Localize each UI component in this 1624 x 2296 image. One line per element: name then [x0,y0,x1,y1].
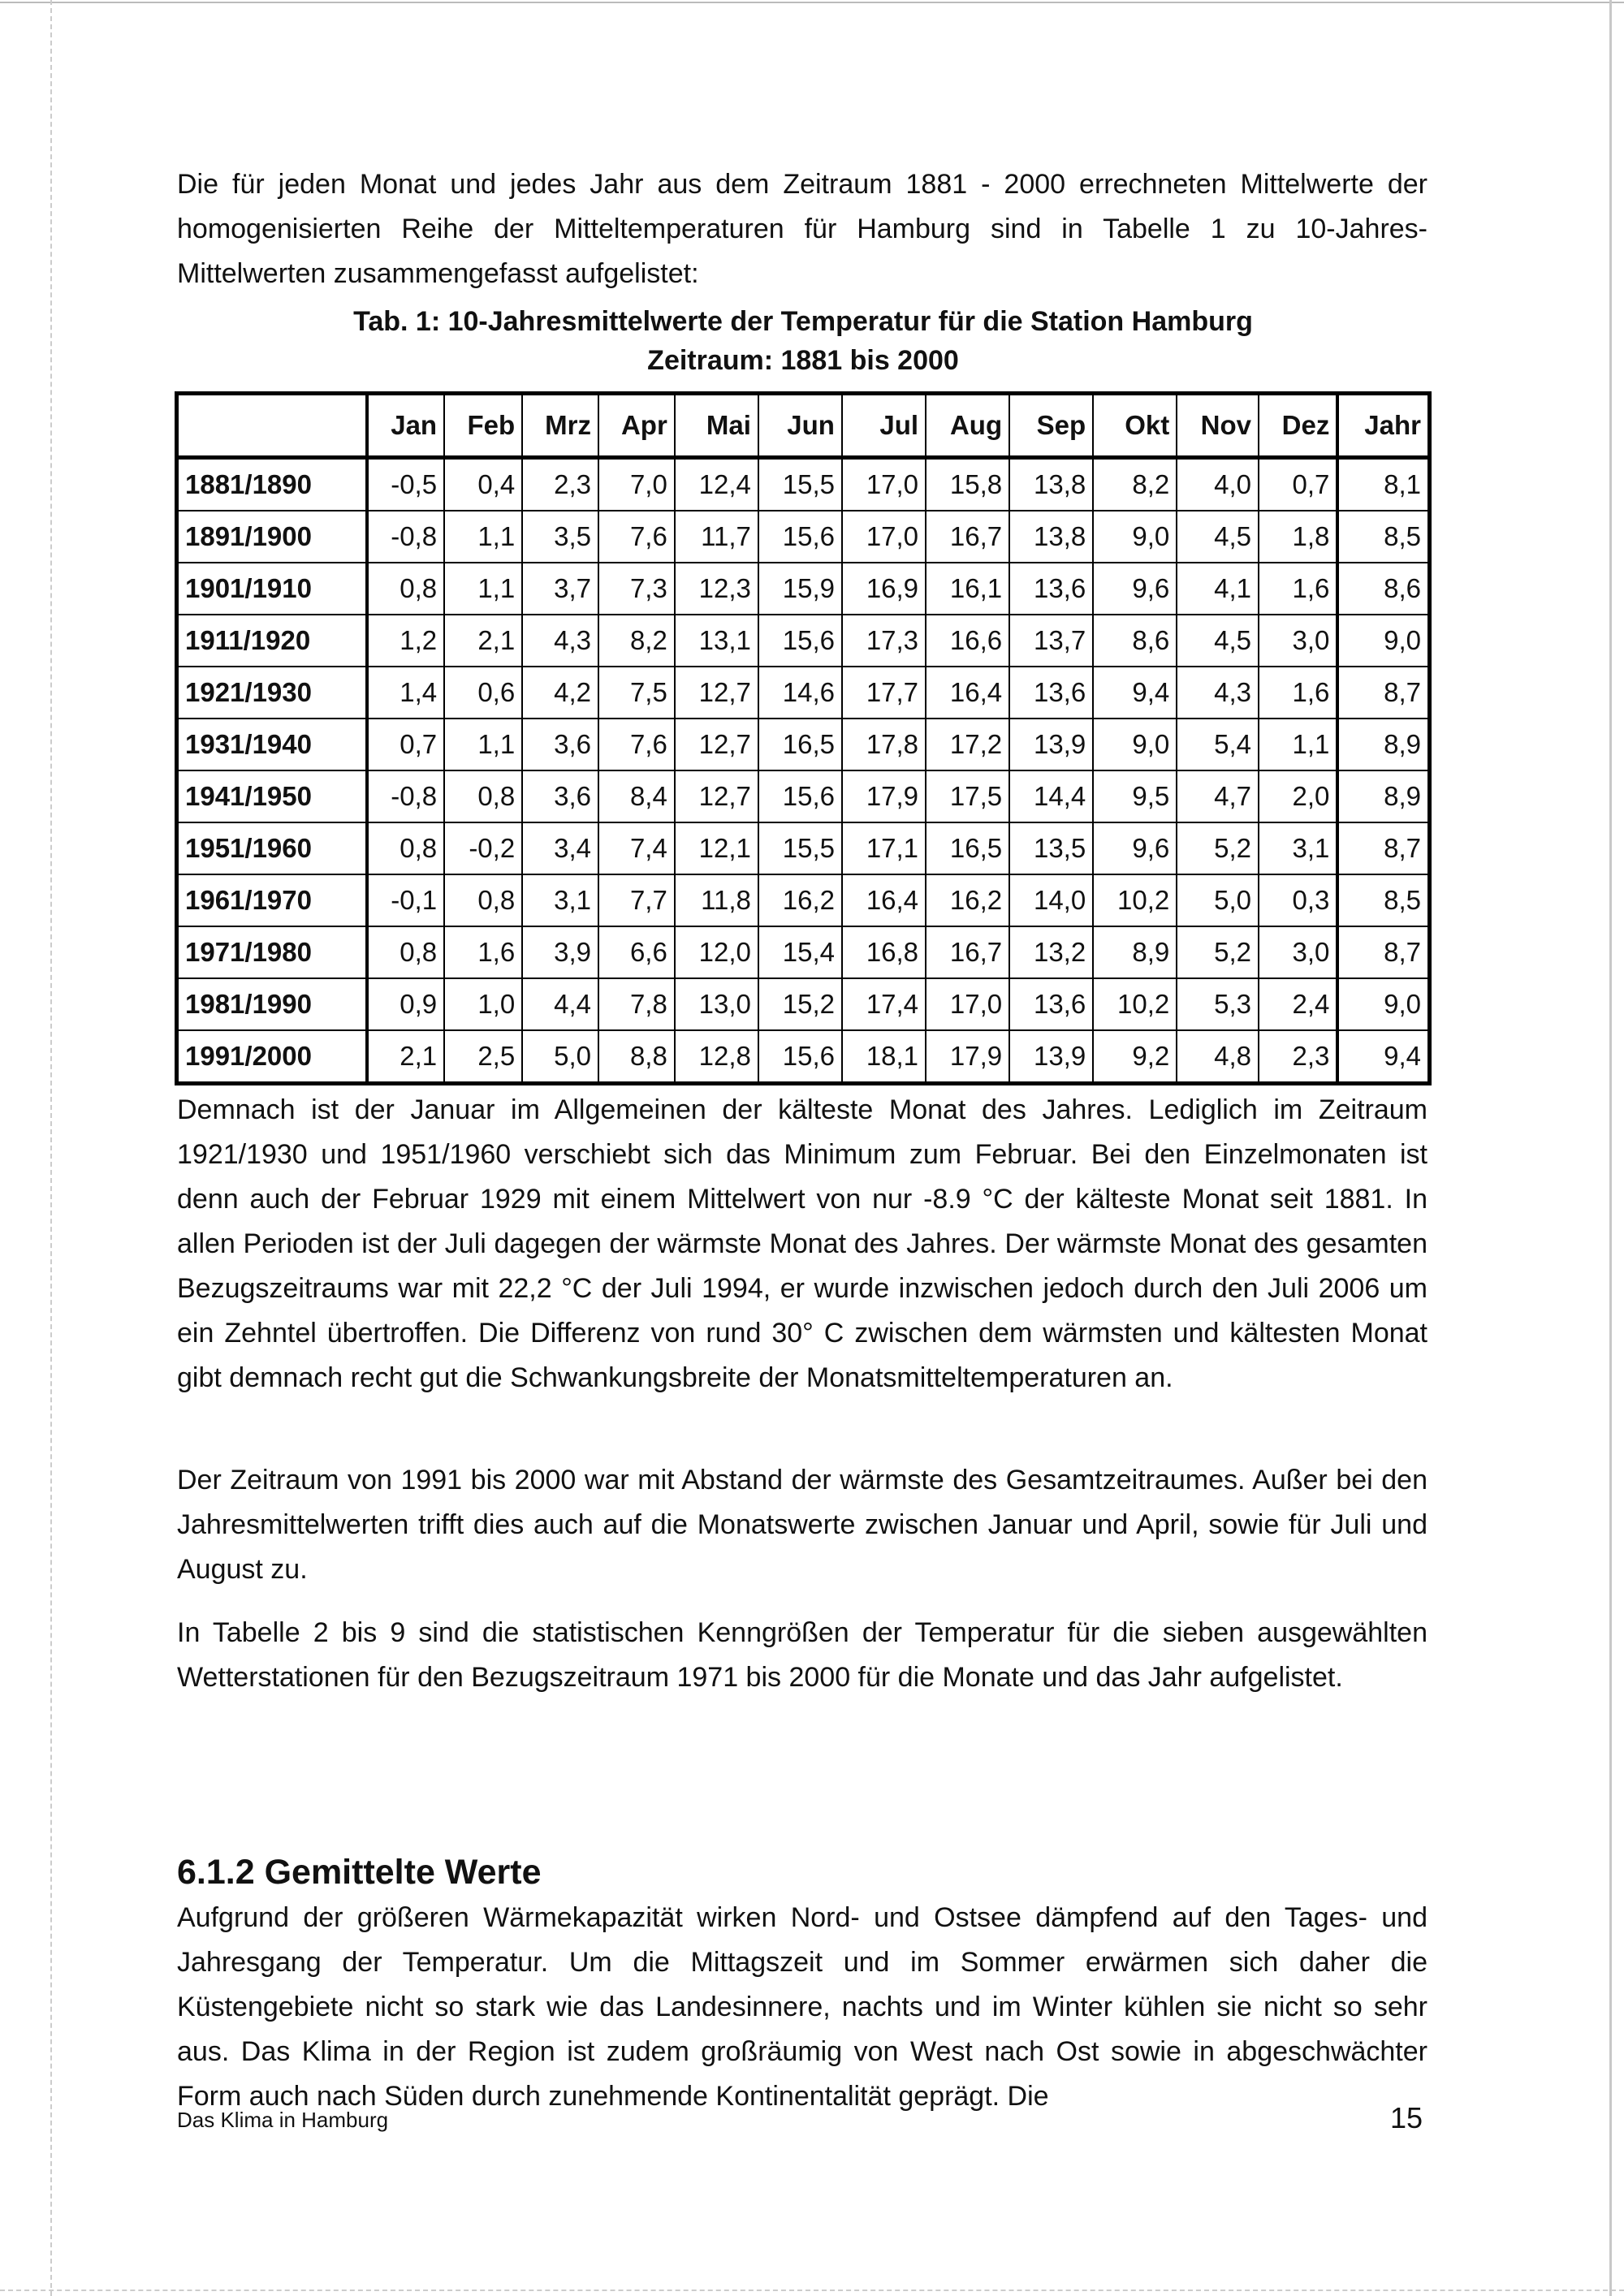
value-cell: 3,0 [1259,615,1337,667]
value-cell: 16,5 [926,822,1009,874]
value-cell: -0,1 [367,874,444,926]
value-cell: 1,2 [367,615,444,667]
value-cell: 4,1 [1177,563,1259,615]
value-cell: 15,6 [758,1030,842,1084]
value-cell: 7,6 [598,719,675,770]
column-header-dez: Dez [1259,394,1337,458]
value-cell: 17,0 [842,458,926,511]
value-cell: -0,8 [367,770,444,822]
value-cell: 12,4 [675,458,758,511]
value-cell: 15,6 [758,511,842,563]
column-header-okt: Okt [1093,394,1177,458]
table-caption [175,302,1432,380]
value-cell: 15,6 [758,770,842,822]
value-cell: 9,6 [1093,822,1177,874]
column-header-jahr: Jahr [1337,394,1429,458]
value-cell: 11,8 [675,874,758,926]
table-body [177,458,1430,1084]
value-cell: 4,8 [1177,1030,1259,1084]
value-cell: 9,0 [1337,615,1429,667]
value-cell: 15,6 [758,615,842,667]
value-cell: 0,8 [367,926,444,978]
value-cell: 9,0 [1337,978,1429,1030]
value-cell: 17,1 [842,822,926,874]
value-cell: 16,4 [926,667,1009,719]
value-cell: 15,4 [758,926,842,978]
value-cell: 13,6 [1009,978,1093,1030]
intro-paragraph: Die für jeden Monat und jedes Jahr aus dem Zeitraum 1881 - 2000 errechneten Mittelwerte der homogenisierten Reihe der Mitteltemperaturen für Hamburg sind in Tabelle 1 zu 10-Jahres-Mittelwerten zusammengefasst aufgelistet: [177,169,1427,289]
value-cell: 5,3 [1177,978,1259,1030]
value-cell: 17,2 [926,719,1009,770]
table-row [177,770,1430,822]
value-cell: 1,6 [444,926,522,978]
value-cell: 9,5 [1093,770,1177,822]
period-cell: 1961/1970 [177,874,368,926]
value-cell: 0,7 [1259,458,1337,511]
period-cell: 1981/1990 [177,978,368,1030]
value-cell: 5,2 [1177,926,1259,978]
value-cell: 13,6 [1009,667,1093,719]
value-cell: 9,0 [1093,511,1177,563]
table-row [177,874,1430,926]
period-cell: 1971/1980 [177,926,368,978]
value-cell: 7,0 [598,458,675,511]
value-cell: 17,0 [926,978,1009,1030]
value-cell: 3,6 [522,719,598,770]
value-cell: 12,0 [675,926,758,978]
column-header-jun: Jun [758,394,842,458]
value-cell: 9,4 [1093,667,1177,719]
value-cell: 13,1 [675,615,758,667]
value-cell: 13,8 [1009,458,1093,511]
page-number: 15 [1390,2101,1423,2134]
value-cell: 5,4 [1177,719,1259,770]
table-header-row [177,394,1430,458]
column-header-nov: Nov [1177,394,1259,458]
value-cell: 0,8 [367,822,444,874]
value-cell: 3,5 [522,511,598,563]
value-cell: 7,7 [598,874,675,926]
value-cell: 8,2 [598,615,675,667]
column-header-jul: Jul [842,394,926,458]
value-cell: 13,9 [1009,1030,1093,1084]
value-cell: 6,6 [598,926,675,978]
value-cell: 15,5 [758,822,842,874]
value-cell: 16,7 [926,511,1009,563]
value-cell: 12,8 [675,1030,758,1084]
value-cell: 8,2 [1093,458,1177,511]
paragraph-warmest-decade: Der Zeitraum von 1991 bis 2000 war mit Abstand der wärmste des Gesamtzeitraumes. Außer bei den Jahresmittelwerten trifft dies auch auf die Monatswerte zwischen Januar und April, sowie für Juli und August zu. [177,1465,1427,1585]
table-row [177,926,1430,978]
value-cell: 1,1 [1259,719,1337,770]
value-cell: 0,8 [444,874,522,926]
value-cell: 14,0 [1009,874,1093,926]
value-cell: 4,3 [522,615,598,667]
value-cell: 3,1 [522,874,598,926]
value-cell: 17,9 [842,770,926,822]
value-cell: 8,6 [1337,563,1429,615]
value-cell: 12,7 [675,667,758,719]
value-cell: 0,3 [1259,874,1337,926]
table-row [177,978,1430,1030]
value-cell: 16,1 [926,563,1009,615]
value-cell: 16,2 [758,874,842,926]
value-cell: 13,5 [1009,822,1093,874]
value-cell: 4,2 [522,667,598,719]
value-cell: 3,0 [1259,926,1337,978]
column-header-mrz: Mrz [522,394,598,458]
value-cell: 7,3 [598,563,675,615]
value-cell: 16,2 [926,874,1009,926]
value-cell: 11,7 [675,511,758,563]
value-cell: 13,2 [1009,926,1093,978]
value-cell: 13,7 [1009,615,1093,667]
value-cell: 17,0 [842,511,926,563]
value-cell: 14,6 [758,667,842,719]
period-cell: 1901/1910 [177,563,368,615]
table-row [177,458,1430,511]
table-row [177,1030,1430,1084]
period-cell: 1951/1960 [177,822,368,874]
value-cell: 1,6 [1259,667,1337,719]
section-paragraph: Aufgrund der größeren Wärmekapazität wirken Nord- und Ostsee dämpfend auf den Tages- und Jahresgang der Temperatur. Um die Mittagszeit und im Sommer erwärmen sich daher die Küstengebiete nicht so stark wie das Landesinnere, nachts und im Winter kühlen sie nicht so sehr aus. Das Klima in der Region ist zudem großräumig von West nach Ost sowie in abgeschwächter Form auch nach Süden durch zunehmende Kontinentalität geprägt. Die [177,1902,1427,2112]
period-cell: 1941/1950 [177,770,368,822]
value-cell: 7,6 [598,511,675,563]
value-cell: 8,6 [1093,615,1177,667]
value-cell: 1,4 [367,667,444,719]
value-cell: 1,1 [444,563,522,615]
value-cell: 17,9 [926,1030,1009,1084]
value-cell: 15,8 [926,458,1009,511]
value-cell: 0,8 [444,770,522,822]
value-cell: 17,3 [842,615,926,667]
value-cell: 8,1 [1337,458,1429,511]
value-cell: 14,4 [1009,770,1093,822]
value-cell: 8,4 [598,770,675,822]
value-cell: 5,0 [1177,874,1259,926]
value-cell: 8,9 [1337,719,1429,770]
value-cell: 7,8 [598,978,675,1030]
column-header-sep: Sep [1009,394,1093,458]
value-cell: 1,6 [1259,563,1337,615]
value-cell: 0,9 [367,978,444,1030]
value-cell: 1,1 [444,719,522,770]
value-cell: 8,5 [1337,874,1429,926]
value-cell: 8,7 [1337,822,1429,874]
value-cell: 2,1 [444,615,522,667]
value-cell: 15,5 [758,458,842,511]
table-row [177,822,1430,874]
period-cell: 1921/1930 [177,667,368,719]
value-cell: 3,1 [1259,822,1337,874]
value-cell: 8,9 [1337,770,1429,822]
value-cell: 0,7 [367,719,444,770]
value-cell: 8,7 [1337,926,1429,978]
value-cell: 0,4 [444,458,522,511]
value-cell: 1,8 [1259,511,1337,563]
value-cell: 13,6 [1009,563,1093,615]
value-cell: 3,7 [522,563,598,615]
value-cell: 9,4 [1337,1030,1429,1084]
value-cell: 4,4 [522,978,598,1030]
value-cell: 3,6 [522,770,598,822]
value-cell: 16,6 [926,615,1009,667]
paragraph-tables-reference: In Tabelle 2 bis 9 sind die statistischen Kenngrößen der Temperatur für die sieben ausgewählten Wetterstationen für den Bezugszeitraum 1971 bis 2000 für die Monate und das Jahr aufgelistet. [177,1617,1427,1693]
column-header-feb: Feb [444,394,522,458]
value-cell: 4,5 [1177,615,1259,667]
value-cell: 4,0 [1177,458,1259,511]
value-cell: 8,9 [1093,926,1177,978]
value-cell: 1,0 [444,978,522,1030]
value-cell: 0,8 [367,563,444,615]
value-cell: -0,5 [367,458,444,511]
value-cell: 16,5 [758,719,842,770]
value-cell: 17,5 [926,770,1009,822]
value-cell: 4,3 [1177,667,1259,719]
period-cell: 1991/2000 [177,1030,368,1084]
value-cell: 12,7 [675,770,758,822]
value-cell: 0,6 [444,667,522,719]
header-blank-cell [177,394,368,458]
period-cell: 1881/1890 [177,458,368,511]
value-cell: 13,8 [1009,511,1093,563]
value-cell: 5,2 [1177,822,1259,874]
value-cell: 10,2 [1093,874,1177,926]
period-cell: 1891/1900 [177,511,368,563]
section-heading: 6.1.2 Gemittelte Werte [177,1853,542,1892]
value-cell: 15,2 [758,978,842,1030]
value-cell: 8,5 [1337,511,1429,563]
table-row [177,615,1430,667]
value-cell: 17,4 [842,978,926,1030]
value-cell: 4,7 [1177,770,1259,822]
value-cell: 13,9 [1009,719,1093,770]
value-cell: 17,8 [842,719,926,770]
period-cell: 1911/1920 [177,615,368,667]
value-cell: 8,7 [1337,667,1429,719]
temperature-table [175,391,1432,1085]
table-row [177,667,1430,719]
value-cell: 18,1 [842,1030,926,1084]
value-cell: 13,0 [675,978,758,1030]
value-cell: 12,7 [675,719,758,770]
caption-title: Tab. 1: 10-Jahresmittelwerte der Temperatur für die Station Hamburg [353,306,1253,337]
value-cell: 16,7 [926,926,1009,978]
value-cell: 12,3 [675,563,758,615]
column-header-jan: Jan [367,394,444,458]
column-header-aug: Aug [926,394,1009,458]
table-row [177,511,1430,563]
value-cell: 7,5 [598,667,675,719]
value-cell: 10,2 [1093,978,1177,1030]
scan-edge-top [0,2,1624,3]
value-cell: 16,4 [842,874,926,926]
value-cell: 1,1 [444,511,522,563]
paragraph-january-minimum: Demnach ist der Januar im Allgemeinen der kälteste Monat des Jahres. Lediglich im Zeitraum 1921/1930 und 1951/1960 verschiebt sich das Minimum zum Februar. Bei den Einzelmonaten ist denn auch der Februar 1929 mit einem Mittelwert von nur -8.9 °C der kälteste Monat seit 1881. In allen Perioden ist der Juli dagegen der wärmste Monat des Jahres. Der wärmste Monat des gesamten Bezugszeitraums war mit 22,2 °C der Juli 1994, er wurde inzwischen jedoch durch den Juli 2006 um ein Zehntel übertroffen. Die Differenz von rund 30° C zwischen dem wärmsten und kältesten Monat gibt demnach recht gut die Schwankungsbreite der Monatsmitteltemperaturen an. [177,1094,1427,1393]
scan-edge-bottom [0,2290,1624,2291]
caption-period: Zeitraum: 1881 bis 2000 [647,345,959,376]
value-cell: 17,7 [842,667,926,719]
value-cell: 2,5 [444,1030,522,1084]
value-cell: 9,6 [1093,563,1177,615]
value-cell: 16,8 [842,926,926,978]
value-cell: -0,2 [444,822,522,874]
value-cell: 2,3 [1259,1030,1337,1084]
scan-edge-left [50,0,52,2296]
column-header-mai: Mai [675,394,758,458]
value-cell: 9,0 [1093,719,1177,770]
value-cell: 7,4 [598,822,675,874]
value-cell: 9,2 [1093,1030,1177,1084]
footer-title: Das Klima in Hamburg [177,2108,389,2132]
value-cell: 3,4 [522,822,598,874]
value-cell: 15,9 [758,563,842,615]
value-cell: 2,4 [1259,978,1337,1030]
scan-edge-right [1609,0,1612,2296]
value-cell: -0,8 [367,511,444,563]
period-cell: 1931/1940 [177,719,368,770]
value-cell: 2,0 [1259,770,1337,822]
value-cell: 5,0 [522,1030,598,1084]
value-cell: 16,9 [842,563,926,615]
table-row [177,719,1430,770]
column-header-apr: Apr [598,394,675,458]
value-cell: 8,8 [598,1030,675,1084]
value-cell: 2,3 [522,458,598,511]
table-row [177,563,1430,615]
value-cell: 4,5 [1177,511,1259,563]
value-cell: 12,1 [675,822,758,874]
value-cell: 3,9 [522,926,598,978]
value-cell: 2,1 [367,1030,444,1084]
